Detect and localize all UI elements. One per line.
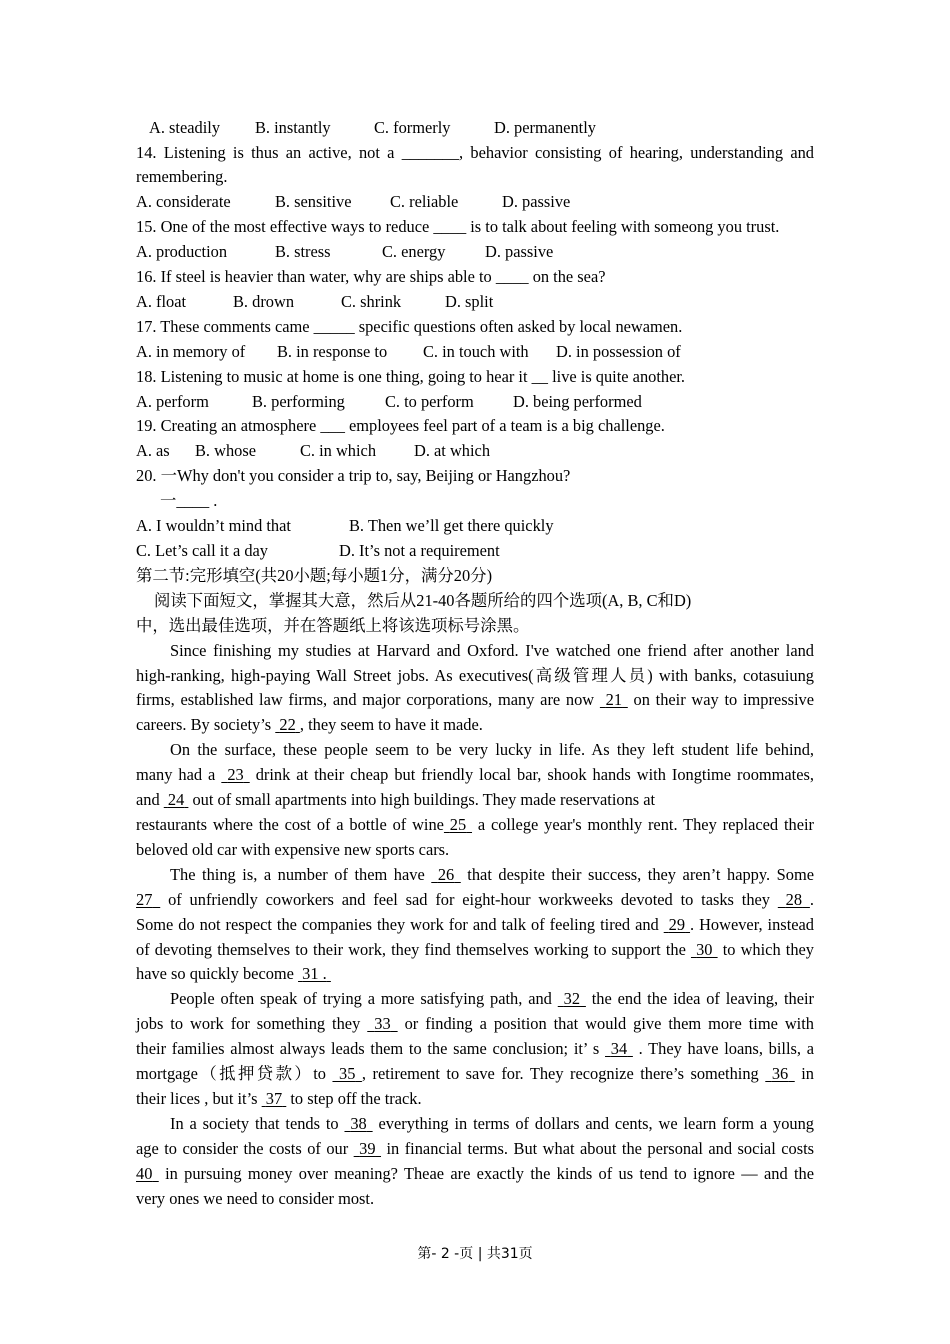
- q19-options: [136, 439, 814, 464]
- passage-text: . They have loans, bills, a: [632, 1039, 814, 1059]
- passage-text: . However, instead: [690, 914, 814, 934]
- option-b: B. in response to: [277, 341, 388, 361]
- option-b: B. drown: [233, 291, 295, 311]
- q13-options: [136, 116, 814, 141]
- option-c: C. energy: [382, 242, 446, 262]
- option-d: D. being performed: [513, 391, 642, 411]
- option-c: C. in which: [300, 441, 377, 461]
- passage-text: restaurants where the cost of a bottle of wine: [136, 814, 444, 834]
- passage-text: in: [794, 1064, 815, 1084]
- blank-35: 35: [339, 1064, 356, 1084]
- passage-line: [136, 1137, 814, 1162]
- passage-text: high-ranking, high-paying Wall Street jobs. As executives(高级管理人员) with banks, cotasuiung: [136, 665, 814, 685]
- option-b: B. sensitive: [275, 192, 352, 212]
- option-c: C. in touch with: [423, 341, 529, 361]
- passage-line: [136, 888, 814, 913]
- passage-text: out of small apartments into high buildings. They made reservations at: [188, 790, 656, 810]
- passage-text: in financial terms. But what about the personal and social costs: [381, 1138, 815, 1158]
- passage-text: drink at their cheap but friendly local bar, shook hands with Iongtime roommates,: [249, 765, 814, 785]
- q20-options-ab: [136, 514, 814, 539]
- blank-34: 34: [610, 1039, 628, 1059]
- passage-text: Since finishing my studies at Harvard and Oxford. I've watched one friend after another land: [170, 640, 814, 660]
- q19-stem: 19. Creating an atmosphere ___ employees feel part of a team is a big challenge.: [136, 416, 665, 436]
- passage-line: [136, 1037, 814, 1062]
- q14-options: [136, 190, 814, 215]
- q18-stem: 18. Listening to music at home is one thing, going to hear it __ live is quite another.: [136, 366, 686, 386]
- option-a: A. in memory of: [136, 341, 246, 361]
- passage-text: that despite their success, they aren’t happy. Some: [460, 864, 814, 884]
- option-d: D. at which: [414, 441, 491, 461]
- passage-line: [136, 1112, 814, 1137]
- option-c: C. reliable: [390, 192, 459, 212]
- passage-line: [136, 664, 814, 689]
- passage-text: On the surface, these people seem to be very lucky in life. As they left student life behind,: [170, 740, 814, 760]
- q18-options: [136, 390, 814, 415]
- passage-text: their lices , but it’s: [136, 1088, 262, 1108]
- passage-line: [136, 987, 814, 1012]
- passage-text: the end the idea of leaving, their: [585, 989, 814, 1009]
- q15-stem: 15. One of the most effective ways to reduce ____ is to talk about feeling with someong you trust.: [136, 217, 780, 237]
- passage-line: [136, 1062, 814, 1087]
- passage-line: [136, 1087, 814, 1112]
- option-a: A. I wouldn’t mind that: [136, 516, 291, 536]
- blank-33: 33: [374, 1014, 391, 1034]
- q20-reply: 一____ .: [160, 491, 218, 511]
- blank-36: 36: [771, 1064, 789, 1084]
- passage-line: [136, 1187, 814, 1212]
- blank-30: 30: [696, 939, 713, 959]
- section-heading: 第二节:完形填空(共20小题;每小题1分，满分20分): [136, 565, 493, 585]
- q20-options-cd: [136, 539, 814, 564]
- passage-text: jobs to work for something they: [136, 1014, 368, 1034]
- blank-24: 24: [167, 790, 185, 810]
- option-d: D. passive: [485, 242, 554, 262]
- blank-39: 39: [359, 1138, 376, 1158]
- passage-text: to step off the track.: [286, 1088, 422, 1108]
- q16-options: [136, 290, 814, 315]
- passage-text: in pursuing money over meaning? Theae are exactly the kinds of us tend to ignore — and the: [158, 1163, 814, 1183]
- blank-28: 28: [785, 889, 803, 909]
- blank-40: 40: [136, 1163, 153, 1183]
- passage-line: [136, 738, 814, 763]
- q16-stem: 16. If steel is heavier than water, why are ships able to ____ on the sea?: [136, 267, 606, 287]
- option-a: A. as: [136, 441, 170, 461]
- option-b: B. whose: [195, 441, 257, 461]
- section-instructions-continued: 中，选出最佳选项，并在答题纸上将该选项标号涂黑。: [136, 615, 530, 635]
- passage-line: [136, 1012, 814, 1037]
- blank-23: 23: [227, 765, 244, 785]
- option-a: A. considerate: [136, 192, 231, 212]
- passage-text: .: [809, 889, 814, 909]
- passage-line: [136, 713, 814, 738]
- passage-text: of unfriendly coworkers and feel sad for eight-hour workweeks devoted to tasks they: [160, 889, 778, 909]
- passage-line: [136, 813, 814, 838]
- blank-32: 32: [563, 989, 581, 1009]
- q20-stem: 20. 一Why don't you consider a trip to, say, Beijing or Hangzhou?: [136, 466, 571, 486]
- option-a: A. perform: [136, 391, 209, 411]
- blank-38: 38: [350, 1113, 367, 1133]
- option-d: D. in possession of: [556, 341, 681, 361]
- option-c: C. to perform: [385, 391, 474, 411]
- option-a: A. float: [136, 291, 187, 311]
- passage-text: , they seem to have it made.: [299, 715, 483, 735]
- passage-line: [136, 863, 814, 888]
- option-c: C. formerly: [374, 117, 451, 137]
- passage-text: of devoting themselves to their work, they find themselves working to support the: [136, 939, 691, 959]
- q15-options: [136, 240, 814, 265]
- passage-text: or finding a position that would give them more time with: [397, 1014, 814, 1034]
- exam-page: [136, 116, 814, 1212]
- option-d: D. passive: [502, 192, 571, 212]
- passage-text: People often speak of trying a more satisfying path, and: [170, 989, 558, 1009]
- option-d: D. permanently: [494, 117, 596, 137]
- passage-text: careers. By society’s: [136, 715, 276, 735]
- option-c: C. shrink: [341, 291, 402, 311]
- passage-text: on their way to impressive: [627, 690, 814, 710]
- q14-stem: 14. Listening is thus an active, not a _______, behavior consisting of hearing, understanding and: [136, 142, 814, 162]
- blank-26: 26: [437, 864, 455, 884]
- option-a: A. steadily: [149, 117, 221, 137]
- passage-line: [136, 838, 814, 863]
- passage-line: [136, 688, 814, 713]
- passage-text: In a society that tends to: [170, 1113, 345, 1133]
- passage-text: very ones we need to consider most.: [136, 1188, 375, 1208]
- option-b: B. instantly: [255, 117, 331, 137]
- blank-29: 29: [668, 914, 686, 934]
- blank-31: 31 .: [302, 964, 327, 984]
- page-footer: 第- 2 -页 | 共31页: [417, 1246, 533, 1262]
- option-b: B. stress: [275, 242, 331, 262]
- passage-line: [136, 938, 814, 963]
- passage-text: beloved old car with expensive new sports cars.: [136, 839, 450, 859]
- q17-options: [136, 340, 814, 365]
- passage-text: their families almost always leads them to the same conclusion; it’ s: [136, 1039, 606, 1059]
- blank-22: 22: [279, 715, 296, 735]
- passage-text: The thing is, a number of them have: [170, 864, 432, 884]
- passage-text: everything in terms of dollars and cents, we learn form a young: [372, 1113, 814, 1133]
- passage-text: to which they: [717, 939, 814, 959]
- passage-line: [136, 763, 814, 788]
- passage-line: [136, 913, 814, 938]
- option-b: B. performing: [252, 391, 345, 411]
- passage-text: Some do not respect the companies they work for and talk of feeling tired and: [136, 914, 664, 934]
- blank-37: 37: [265, 1088, 283, 1108]
- option-a: A. production: [136, 242, 228, 262]
- passage-text: a college year's monthly rent. They replaced their: [472, 814, 814, 834]
- passage-line: [136, 962, 814, 987]
- passage-line: [136, 639, 814, 664]
- passage-text: many had a: [136, 765, 222, 785]
- option-d: D. It’s not a requirement: [339, 541, 500, 560]
- option-d: D. split: [445, 291, 494, 311]
- blank-25: 25: [449, 814, 467, 834]
- passage-line: [136, 1162, 814, 1187]
- q14-stem-continued: remembering.: [136, 167, 228, 187]
- passage-text: , retirement to save for. They recognize there’s something: [361, 1064, 766, 1084]
- blank-27: 27: [136, 889, 153, 909]
- passage-text: have so quickly become: [136, 964, 299, 984]
- option-b: B. Then we’ll get there quickly: [349, 516, 554, 536]
- passage-text: and: [136, 790, 164, 810]
- blank-21: 21: [605, 690, 623, 710]
- option-c: C. Let’s call it a day: [136, 541, 268, 560]
- q17-stem: 17. These comments came _____ specific questions often asked by local newamen.: [136, 316, 683, 336]
- section-instructions: 阅读下面短文，掌握其大意，然后从21-40各题所给的四个选项(A, B, C和D): [154, 590, 692, 610]
- passage-text: firms, established law firms, and major corporations, many are now: [136, 690, 600, 710]
- passage-text: age to consider the costs of our: [136, 1138, 354, 1158]
- passage-line: [136, 788, 814, 813]
- passage-text: mortgage（抵押贷款）to: [136, 1064, 333, 1084]
